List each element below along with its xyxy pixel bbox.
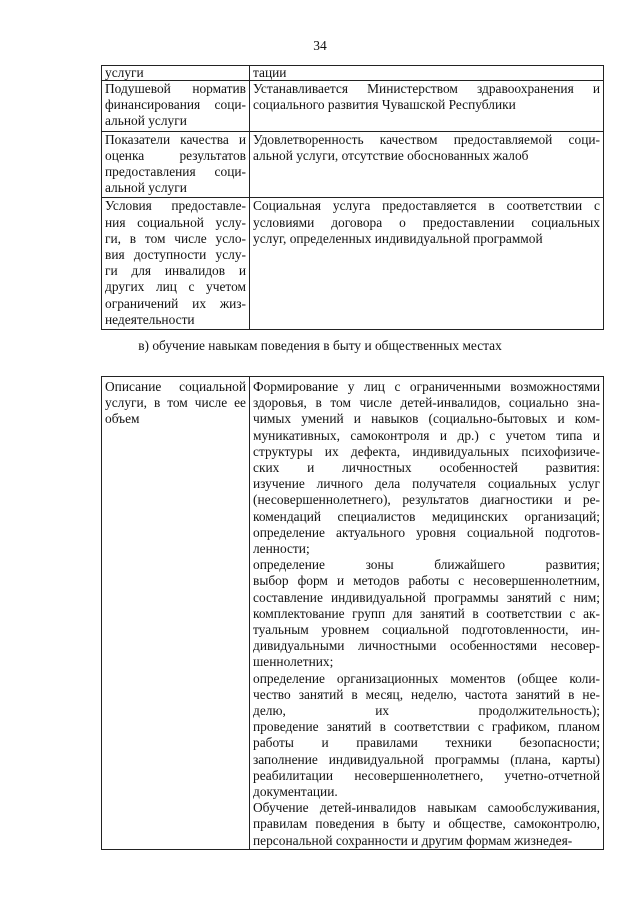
text-line: услуги, в том числе ее xyxy=(105,395,246,411)
text-line: альной услуги, отсутствие обоснованных жалоб xyxy=(253,147,529,163)
section-caption: в) обучение навыкам поведения в быту и общественных местах xyxy=(138,338,502,353)
text-line: Социальная услуга предоставляется в соответствии с xyxy=(253,198,600,214)
table-row xyxy=(102,377,604,850)
text-line: ских и личностных особенностей развития: xyxy=(253,460,600,476)
text-line: ги, в том числе усло- xyxy=(105,230,246,246)
parameter-name-cell xyxy=(102,81,250,132)
text-line: Устанавливается Министерством здравоохранения и xyxy=(253,81,600,96)
text-line: определение актуального уровня социальной подготов- xyxy=(253,524,600,540)
text-line: туальным уровнем социальной подготовленности, ин- xyxy=(253,622,600,638)
description-text-cell xyxy=(250,377,604,850)
text-line: Формирование у лиц с ограниченными возможностями xyxy=(253,379,600,394)
text-line: социального развития Чувашской Республики xyxy=(253,97,516,113)
text-line: оценка результатов xyxy=(105,147,246,163)
text-line: определение организационных моментов (общее коли- xyxy=(253,670,600,686)
text-line: проведение занятий в соответствии с графиком, планом xyxy=(253,719,600,735)
text-line: комплектование групп для занятий в соответствии с ак- xyxy=(253,605,600,621)
text-line: Показатели качества и xyxy=(105,131,246,147)
table-row xyxy=(102,81,604,132)
parameter-name-cell xyxy=(102,131,250,198)
text-line: ния социальной услу- xyxy=(105,214,246,230)
text-line: чимых умений и навыков (социально-бытовых и ком- xyxy=(253,411,600,427)
text-line: делю, их продолжительность); xyxy=(253,703,600,719)
parameter-name-cell xyxy=(102,198,250,330)
service-standard-table-top xyxy=(101,65,604,330)
text-line: персональной сохранности и другим формам жизнедея- xyxy=(253,832,573,848)
text-line: шеннолетних; xyxy=(253,654,334,670)
text-line: чество занятий в месяц, неделю, частота занятий в не- xyxy=(253,686,600,702)
text-line: муникативных, самоконтроля и др.) с учетом типа и xyxy=(253,427,600,443)
text-line: здоровья, в том числе детей-инвалидов, социально зна- xyxy=(253,395,600,411)
text-line: альной услуги xyxy=(105,180,187,196)
parameter-value-cell xyxy=(250,66,604,81)
text-line: изучение личного дела получателя социальных услуг xyxy=(253,476,600,492)
parameter-value-cell xyxy=(250,198,604,330)
table-row xyxy=(102,198,604,330)
text-line: Обучение детей-инвалидов навыкам самообслуживания, xyxy=(253,800,600,816)
text-line: объем xyxy=(105,411,140,427)
parameter-value-cell xyxy=(250,81,604,132)
text-line: условиями договора о предоставлении социальных xyxy=(253,214,600,230)
text-line: других лиц с учетом xyxy=(105,279,246,295)
service-description-table xyxy=(101,376,604,850)
text-line: ленности; xyxy=(253,541,310,557)
text-line: недеятельности xyxy=(105,311,195,327)
parameter-name-cell xyxy=(102,66,250,81)
text-line: вия доступности услу- xyxy=(105,247,246,263)
text-line: альной услуги xyxy=(105,113,187,129)
table-row xyxy=(102,131,604,198)
text-line: тации xyxy=(253,65,287,80)
text-line: реабилитации несовершеннолетнего, учетно-отчетной xyxy=(253,767,600,783)
text-line: дивидуальными личностными особенностями несовер- xyxy=(253,638,600,654)
text-line: ограничений их жиз- xyxy=(105,295,246,311)
text-line: правилам поведения в быту и обществе, самоконтролю, xyxy=(253,816,600,832)
parameter-value-cell xyxy=(250,131,604,198)
text-line: (несовершеннолетнего), результатов диагностики и ре- xyxy=(253,492,600,508)
text-line: составление индивидуальной программы занятий с ним; xyxy=(253,589,600,605)
text-line: ги для инвалидов и xyxy=(105,263,246,279)
text-line: услуги xyxy=(105,65,144,80)
text-line: выбор форм и методов работы с несовершеннолетним, xyxy=(253,573,600,589)
text-line: Описание социальной xyxy=(105,379,246,394)
text-line: финансирования соци- xyxy=(105,97,246,113)
table-row xyxy=(102,66,604,81)
text-line: Удовлетворенность качеством предоставляемой соци- xyxy=(253,131,600,147)
text-line: структуры их дефекта, индивидуальных психофизиче- xyxy=(253,443,600,459)
text-line: работы и правилами техники безопасности; xyxy=(253,735,600,751)
text-line: предоставления соци- xyxy=(105,164,246,180)
text-line: документации. xyxy=(253,784,338,800)
description-label-cell xyxy=(102,377,250,850)
text-line: определение зоны ближайшего развития; xyxy=(253,557,600,573)
text-line: Подушевой норматив xyxy=(105,81,246,96)
text-line: услуг, определенных индивидуальной программой xyxy=(253,230,543,246)
text-line: Условия предоставле- xyxy=(105,198,246,214)
page-number: 34 xyxy=(313,38,327,53)
text-line: заполнение индивидуальной программы (плана, карты) xyxy=(253,751,600,767)
text-line: комендаций специалистов медицинских организаций; xyxy=(253,508,600,524)
